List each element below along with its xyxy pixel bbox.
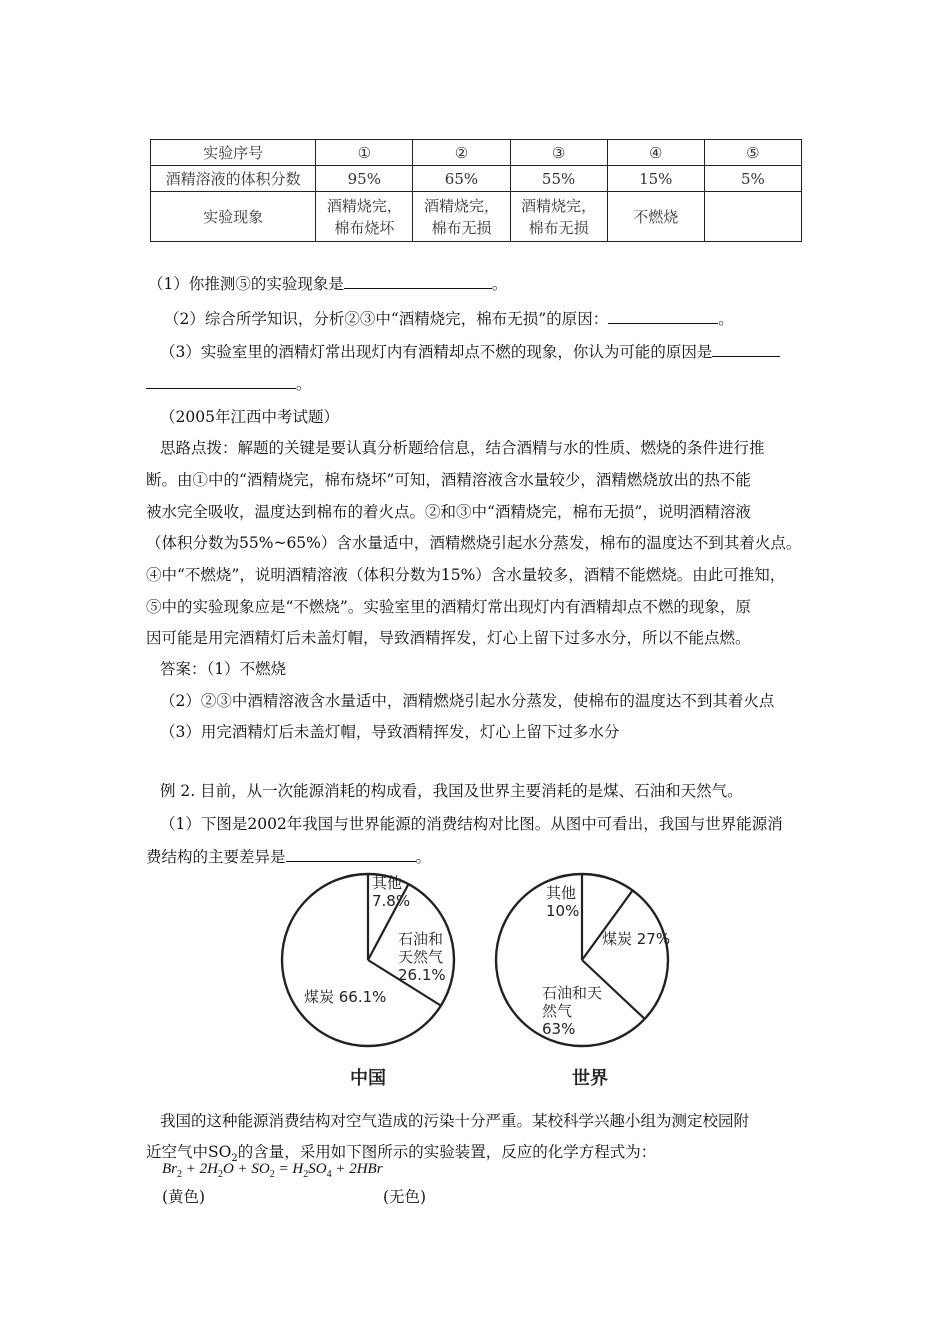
table-cell: 酒精溶液的体积分数 [151, 166, 316, 192]
table-row [151, 166, 802, 192]
label-colorless: (无色) [383, 1188, 427, 1206]
closing-text: 近空气中SO [146, 1143, 232, 1161]
answer-line: （2）②③中酒精溶液含水量适中，酒精燃烧引起水分蒸发，使棉布的温度达不到其着火点 [160, 692, 775, 710]
example-intro: 例 2. 目前，从一次能源消耗的构成看，我国及世界主要消耗的是煤、石油和天然气。 [160, 782, 743, 800]
analysis-line: ⑤中的实验现象应是“不燃烧”。实验室里的酒精灯常出现灯内有酒精却点不燃的现象，原 [146, 598, 751, 616]
question-text: 费结构的主要差异是 [146, 848, 286, 866]
analysis-line: （体积分数为55%~65%）含水量适中，酒精燃烧引起水分蒸发，棉布的温度达不到其着火点。 [146, 534, 802, 552]
table-cell: 不燃烧 [607, 192, 704, 242]
pie-slice-value: 26.1% [398, 966, 446, 984]
question-text: （2）综合所学知识，分析②③中“酒精烧完，棉布无损”的原因： [164, 310, 609, 328]
question-text: 。 [296, 375, 312, 393]
analysis-line: 因可能是用完酒精灯后未盖灯帽，导致酒精挥发，灯心上留下过多水分，所以不能点燃。 [146, 629, 751, 647]
table-cell: 实验现象 [151, 192, 316, 242]
table-cell [704, 192, 801, 242]
chemical-equation: $Br_2 + 2H_2O + SO_2 = H_2SO_4 + 2HBr$ [162, 1161, 383, 1180]
pie-slice-label: 煤炭 27% [602, 930, 671, 948]
table-cell: 酒精烧完， 棉布无损 [413, 192, 510, 242]
answer-blank [286, 846, 416, 862]
question-2 [164, 308, 734, 329]
analysis-line: 被水完全吸收，温度达到棉布的着火点。②和③中“酒精烧完，棉布无损”，说明酒精溶液 [146, 503, 751, 521]
table-cell: 55% [510, 166, 607, 192]
pie-slice-value: 63% [542, 1020, 576, 1038]
pie-slice-label: 石油和天 [542, 984, 603, 1002]
answer-blank [146, 373, 296, 389]
pie-slice-label: 石油和 [398, 930, 444, 948]
table-cell: ② [413, 140, 510, 166]
pie-slice-value: 7.8% [372, 892, 411, 910]
question-text: 。 [415, 848, 432, 866]
table-cell: ④ [607, 140, 704, 166]
table-cell: 65% [413, 166, 510, 192]
table-row [151, 140, 802, 166]
pie-slice-label: 其他 [546, 884, 577, 902]
question-text: （1）你推测⑤的实验现象是 [148, 275, 344, 293]
label-yellow: (黄色) [162, 1188, 206, 1206]
table-cell: 95% [316, 166, 413, 192]
pie-slice-label: 天然气 [398, 948, 444, 966]
answer-line: （3）用完酒精灯后未盖灯帽，导致酒精挥发，灯心上留下过多水分 [160, 723, 620, 741]
pie-chart-world [496, 874, 670, 1046]
table-cell: ⑤ [704, 140, 801, 166]
table-cell: 实验序号 [151, 140, 316, 166]
table-row [151, 192, 802, 242]
subscript: 2 [231, 1153, 238, 1165]
pie-slice-label: 煤炭 66.1% [304, 988, 387, 1006]
analysis-line: 断。由①中的“酒精烧完，棉布烧坏”可知，酒精溶液含水量较少，酒精燃烧放出的热不能 [146, 471, 751, 489]
table-cell: 酒精烧完， 棉布烧坏 [316, 192, 413, 242]
question-text: 。 [491, 275, 508, 293]
energy-pie-charts [280, 862, 680, 1098]
pie-slice-label: 然气 [542, 1002, 573, 1020]
pie-chart-china [282, 874, 454, 1046]
table-cell: ① [316, 140, 413, 166]
question-text: （3）实验室里的酒精灯常出现灯内有酒精却点不燃的现象，你认为可能的原因是 [160, 343, 713, 361]
experiment-table [150, 139, 802, 242]
question-3 [160, 341, 780, 362]
analysis-line: 思路点拨：解题的关键是要认真分析题给信息，结合酒精与水的性质、燃烧的条件进行推 [160, 439, 765, 457]
closing-text: 的含量，采用如下图所示的实验装置，反应的化学方程式为： [237, 1143, 657, 1161]
pie-title-world: 世界 [572, 1068, 608, 1089]
example-question-line: （1）下图是2002年我国与世界能源的消费结构对比图。从图中可看出，我国与世界能源消 [160, 815, 783, 833]
question-text: 。 [718, 310, 734, 328]
answer-line: 答案：（1）不燃烧 [160, 660, 287, 678]
answer-blank [344, 273, 492, 289]
answer-blank [712, 341, 780, 357]
question-1 [148, 273, 507, 294]
pie-title-china: 中国 [350, 1068, 386, 1089]
question-3-cont [146, 373, 312, 394]
table-cell: 5% [704, 166, 801, 192]
table-cell: 酒精烧完， 棉布无损 [510, 192, 607, 242]
analysis-line: ④中“不燃烧”，说明酒精溶液（体积分数为15%）含水量较多，酒精不能燃烧。由此可推知， [146, 566, 786, 584]
pie-slice-label: 其他 [372, 874, 403, 892]
answer-blank [608, 308, 718, 324]
closing-line: 我国的这种能源消费结构对空气造成的污染十分严重。某校科学兴趣小组为测定校园附 [160, 1112, 750, 1130]
pie-slice-value: 10% [546, 902, 580, 920]
table-cell: 15% [607, 166, 704, 192]
table-cell: ③ [510, 140, 607, 166]
source-note: （2005年江西中考试题） [160, 408, 339, 426]
